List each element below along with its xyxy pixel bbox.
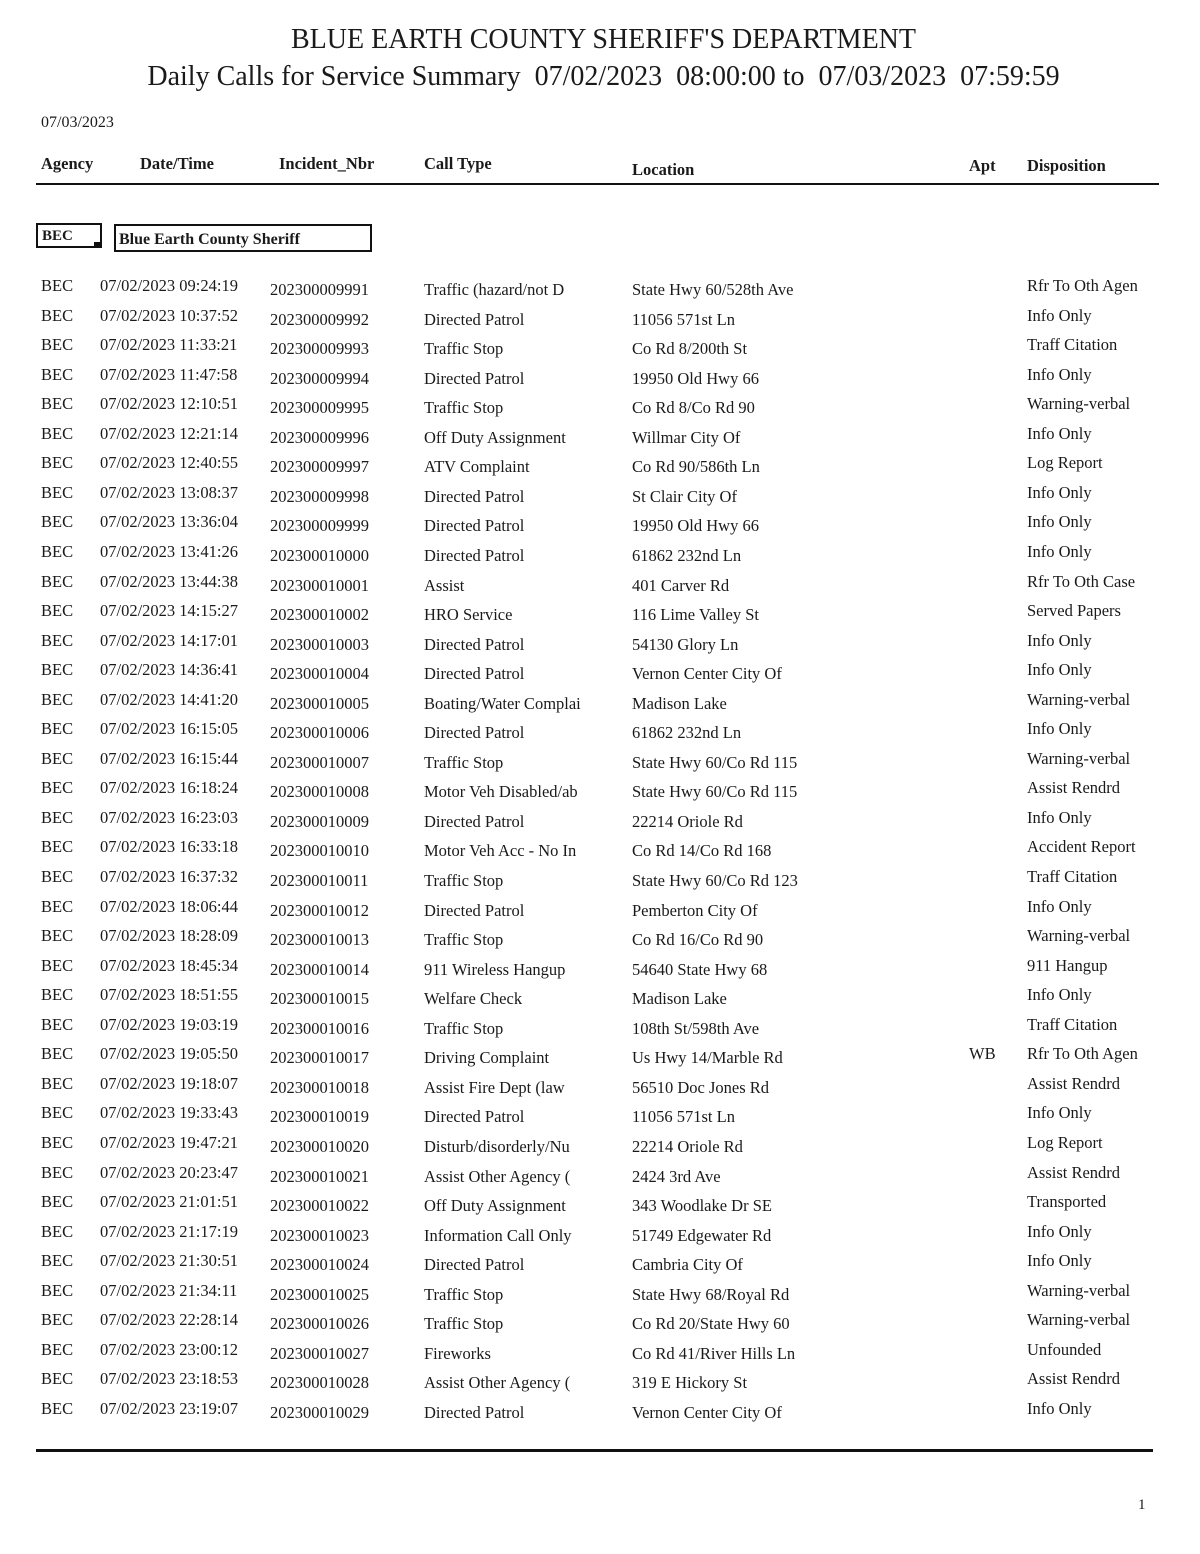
cell-datetime: 07/02/2023 19:47:21 <box>100 1132 238 1152</box>
cell-location: 2424 3rd Ave <box>632 1166 721 1186</box>
agency-code: BEC <box>42 228 73 244</box>
cell-disposition: Info Only <box>1027 541 1092 561</box>
cell-datetime: 07/02/2023 16:18:24 <box>100 778 238 798</box>
cell-datetime: 07/02/2023 14:41:20 <box>100 689 238 709</box>
page-number: 1 <box>1138 1497 1146 1513</box>
cell-incident: 202300009999 <box>270 516 369 536</box>
cell-calltype: Traffic Stop <box>424 1284 504 1304</box>
cell-incident: 202300009996 <box>270 427 369 447</box>
cell-location: Co Rd 20/State Hwy 60 <box>632 1314 790 1334</box>
cell-disposition: Unfounded <box>1027 1339 1102 1359</box>
cell-datetime: 07/02/2023 23:00:12 <box>100 1339 238 1359</box>
cell-calltype: Directed Patrol <box>424 486 525 506</box>
cell-incident: 202300010025 <box>270 1284 369 1304</box>
cell-location: Co Rd 8/Co Rd 90 <box>632 398 755 418</box>
cell-calltype: Traffic Stop <box>424 1018 504 1038</box>
cell-datetime: 07/02/2023 19:33:43 <box>100 1103 238 1123</box>
cell-disposition: Warning-verbal <box>1027 1280 1131 1300</box>
cell-datetime: 07/02/2023 16:23:03 <box>100 807 238 827</box>
cell-agency: BEC <box>41 1044 74 1064</box>
cell-calltype: Driving Complaint <box>424 1048 550 1068</box>
cell-calltype: Motor Veh Acc - No In <box>424 841 577 861</box>
cell-incident: 202300010028 <box>270 1373 369 1393</box>
cell-disposition: 911 Hangup <box>1027 955 1108 975</box>
cell-calltype: Directed Patrol <box>424 545 525 565</box>
cell-location: 11056 571st Ln <box>632 1107 735 1127</box>
cell-incident: 202300010008 <box>270 782 369 802</box>
cell-location: Vernon Center City Of <box>632 1402 782 1422</box>
cell-location: Madison Lake <box>632 989 727 1009</box>
table-row <box>0 897 1200 926</box>
cell-datetime: 07/02/2023 14:15:27 <box>100 601 238 621</box>
cell-datetime: 07/02/2023 09:24:19 <box>100 276 238 295</box>
cell-calltype: Disturb/disorderly/Nu <box>424 1136 570 1156</box>
cell-disposition: Rfr To Oth Case <box>1027 571 1136 591</box>
cell-incident: 202300010011 <box>270 871 369 890</box>
agency-name-box <box>114 224 372 252</box>
col-header-calltype: Call Type <box>424 154 492 173</box>
cell-calltype: Directed Patrol <box>424 1402 525 1422</box>
cell-agency: BEC <box>41 867 74 886</box>
cell-agency: BEC <box>41 1369 74 1389</box>
col-header-datetime: Date/Time <box>140 154 214 173</box>
cell-agency: BEC <box>41 1014 74 1034</box>
cell-location: Vernon Center City Of <box>632 664 782 684</box>
cell-agency: BEC <box>41 778 74 798</box>
cell-calltype: Traffic Stop <box>424 930 504 950</box>
agency-name: Blue Earth County Sheriff <box>119 231 300 248</box>
table-row <box>0 1044 1200 1073</box>
cell-agency: BEC <box>41 1073 74 1093</box>
col-header-agency: Agency <box>41 154 94 173</box>
cell-agency: BEC <box>41 985 74 1005</box>
footer-rule <box>36 1449 1153 1452</box>
table-row <box>0 719 1200 748</box>
cell-agency: BEC <box>41 1162 74 1182</box>
cell-incident: 202300010000 <box>270 545 369 565</box>
cell-agency: BEC <box>41 1398 74 1418</box>
cell-agency: BEC <box>41 748 74 768</box>
cell-calltype: Assist <box>424 575 465 595</box>
cell-incident: 202300009998 <box>270 486 369 506</box>
col-header-disposition: Disposition <box>1027 156 1106 175</box>
cell-incident: 202300010017 <box>270 1048 369 1068</box>
cell-location: Madison Lake <box>632 693 727 713</box>
cell-disposition: Warning-verbal <box>1027 748 1131 768</box>
table-row <box>0 1192 1200 1221</box>
cell-agency: BEC <box>41 482 74 502</box>
cell-incident: 202300009997 <box>270 457 369 477</box>
cell-disposition: Warning-verbal <box>1027 394 1131 414</box>
cell-location: 22214 Oriole Rd <box>632 1136 743 1156</box>
cell-incident: 202300010012 <box>270 900 369 920</box>
cell-incident: 202300010021 <box>270 1166 369 1186</box>
cell-calltype: Welfare Check <box>424 989 523 1009</box>
cell-datetime: 07/02/2023 16:37:32 <box>100 867 238 886</box>
table-row <box>0 1251 1200 1280</box>
cell-agency: BEC <box>41 719 74 739</box>
cell-incident: 202300009993 <box>270 339 369 359</box>
cell-calltype: Motor Veh Disabled/ab <box>424 782 578 802</box>
cell-agency: BEC <box>41 630 74 650</box>
cell-calltype: Directed Patrol <box>424 1255 525 1275</box>
cell-disposition: Warning-verbal <box>1027 926 1131 946</box>
cell-datetime: 07/02/2023 12:10:51 <box>100 394 238 414</box>
cell-incident: 202300010001 <box>270 575 369 595</box>
cell-calltype: Traffic Stop <box>424 871 504 890</box>
table-row <box>0 1310 1200 1339</box>
table-row <box>0 335 1200 364</box>
cell-disposition: Info Only <box>1027 1221 1092 1241</box>
cell-agency: BEC <box>41 837 74 857</box>
cell-location: 54640 State Hwy 68 <box>632 959 768 979</box>
col-header-location: Location <box>632 160 695 179</box>
cell-datetime: 07/02/2023 16:15:05 <box>100 719 238 739</box>
table-row <box>0 867 1200 896</box>
cell-datetime: 07/02/2023 14:36:41 <box>100 660 238 680</box>
table-row <box>0 1074 1200 1103</box>
cell-location: Cambria City Of <box>632 1255 743 1275</box>
cell-location: 343 Woodlake Dr SE <box>632 1196 772 1216</box>
cell-datetime: 07/02/2023 14:17:01 <box>100 630 238 650</box>
agency-code-box <box>36 223 102 248</box>
cell-agency: BEC <box>41 571 74 591</box>
cell-datetime: 07/02/2023 13:08:37 <box>100 482 238 502</box>
cell-disposition: Info Only <box>1027 364 1092 384</box>
cell-disposition: Info Only <box>1027 423 1092 443</box>
table-row <box>0 808 1200 837</box>
report-subtitle: Daily Calls for Service Summary 07/02/2023 08:00:00 to 07/03/2023 07:59:59 <box>147 61 1060 92</box>
report-date: 07/03/2023 <box>41 114 114 131</box>
cell-datetime: 07/02/2023 23:18:53 <box>100 1369 238 1389</box>
cell-calltype: HRO Service <box>424 605 513 625</box>
cell-disposition: Info Only <box>1027 630 1092 650</box>
cell-calltype: Assist Other Agency ( <box>424 1373 571 1393</box>
cell-incident: 202300010009 <box>270 811 369 831</box>
table-row <box>0 1133 1200 1162</box>
cell-agency: BEC <box>41 394 74 414</box>
cell-location: State Hwy 60/Co Rd 115 <box>632 782 798 802</box>
cell-incident: 202300009991 <box>270 280 369 299</box>
cell-agency: BEC <box>41 1192 74 1212</box>
cell-agency: BEC <box>41 896 74 916</box>
cell-datetime: 07/02/2023 19:18:07 <box>100 1073 238 1093</box>
cell-datetime: 07/02/2023 16:33:18 <box>100 837 238 857</box>
report-title: BLUE EARTH COUNTY SHERIFF'S DEPARTMENT <box>291 24 916 55</box>
cell-location: Co Rd 16/Co Rd 90 <box>632 930 764 950</box>
cell-datetime: 07/02/2023 12:21:14 <box>100 423 238 443</box>
cell-datetime: 07/02/2023 20:23:47 <box>100 1162 238 1182</box>
table-row <box>0 542 1200 571</box>
cell-agency: BEC <box>41 541 74 561</box>
cell-calltype: Directed Patrol <box>424 309 525 329</box>
cell-agency: BEC <box>41 1310 74 1330</box>
cell-disposition: Warning-verbal <box>1027 1310 1131 1330</box>
cell-calltype: Directed Patrol <box>424 723 525 743</box>
cell-agency: BEC <box>41 1339 74 1359</box>
cell-incident: 202300010029 <box>270 1402 369 1422</box>
cell-disposition: Assist Rendrd <box>1027 778 1121 798</box>
cell-agency: BEC <box>41 1280 74 1300</box>
cell-datetime: 07/02/2023 21:34:11 <box>100 1280 238 1300</box>
table-row <box>0 778 1200 807</box>
cell-agency: BEC <box>41 1103 74 1123</box>
cell-datetime: 07/02/2023 18:45:34 <box>100 955 238 975</box>
cell-incident: 202300010020 <box>270 1136 369 1156</box>
cell-calltype: Assist Other Agency ( <box>424 1166 571 1186</box>
cell-calltype: Assist Fire Dept (law <box>424 1077 565 1097</box>
cell-location: 401 Carver Rd <box>632 575 730 595</box>
cell-disposition: Rfr To Oth Agen <box>1027 1044 1138 1064</box>
table-row <box>0 483 1200 512</box>
cell-datetime: 07/02/2023 11:47:58 <box>100 364 238 384</box>
cell-incident: 202300010024 <box>270 1255 369 1275</box>
cell-location: Willmar City Of <box>632 427 741 447</box>
cell-calltype: Boating/Water Complai <box>424 693 581 713</box>
cell-datetime: 07/02/2023 16:15:44 <box>100 748 238 768</box>
cell-incident: 202300010026 <box>270 1314 369 1334</box>
cell-disposition: Traff Citation <box>1027 335 1118 355</box>
col-header-incident: Incident_Nbr <box>279 154 375 173</box>
cell-incident: 202300010005 <box>270 693 369 713</box>
cell-datetime: 07/02/2023 11:33:21 <box>100 335 238 355</box>
agency-box-notch <box>94 242 102 248</box>
cell-location: St Clair City Of <box>632 486 737 506</box>
table-row <box>0 1222 1200 1251</box>
cell-location: Co Rd 8/200th St <box>632 339 748 359</box>
table-row <box>0 276 1200 305</box>
cell-datetime: 07/02/2023 18:06:44 <box>100 896 238 916</box>
cell-agency: BEC <box>41 601 74 621</box>
cell-disposition: Transported <box>1027 1192 1107 1212</box>
cell-disposition: Warning-verbal <box>1027 689 1131 709</box>
cell-location: State Hwy 68/Royal Rd <box>632 1284 790 1304</box>
cell-disposition: Log Report <box>1027 453 1103 473</box>
cell-agency: BEC <box>41 423 74 443</box>
cell-incident: 202300009995 <box>270 398 369 418</box>
cell-agency: BEC <box>41 364 74 384</box>
cell-incident: 202300010003 <box>270 634 369 654</box>
table-row <box>0 1163 1200 1192</box>
cell-location: 116 Lime Valley St <box>632 605 759 625</box>
cell-incident: 202300010004 <box>270 664 369 684</box>
table-row <box>0 749 1200 778</box>
cell-location: State Hwy 60/528th Ave <box>632 280 794 299</box>
table-row <box>0 690 1200 719</box>
cell-location: Co Rd 90/586th Ln <box>632 457 760 477</box>
table-row <box>0 394 1200 423</box>
cell-datetime: 07/02/2023 23:19:07 <box>100 1398 238 1418</box>
cell-incident: 202300010027 <box>270 1343 369 1363</box>
cell-datetime: 07/02/2023 10:37:52 <box>100 305 238 325</box>
table-row <box>0 956 1200 985</box>
col-header-apt: Apt <box>969 156 996 175</box>
cell-agency: BEC <box>41 512 74 532</box>
cell-disposition: Accident Report <box>1027 837 1136 857</box>
cell-incident: 202300010006 <box>270 723 369 743</box>
cell-incident: 202300010018 <box>270 1077 369 1097</box>
cell-calltype: Traffic Stop <box>424 398 504 418</box>
table-row <box>0 453 1200 482</box>
cell-calltype: Directed Patrol <box>424 900 525 920</box>
cell-agency: BEC <box>41 305 74 325</box>
cell-calltype: Directed Patrol <box>424 1107 525 1127</box>
table-row <box>0 601 1200 630</box>
cell-disposition: Info Only <box>1027 482 1092 502</box>
cell-disposition: Info Only <box>1027 719 1092 739</box>
table-row <box>0 572 1200 601</box>
cell-disposition: Traff Citation <box>1027 867 1118 886</box>
cell-incident: 202300010015 <box>270 989 369 1009</box>
cell-agency: BEC <box>41 807 74 827</box>
table-row <box>0 512 1200 541</box>
cell-agency: BEC <box>41 926 74 946</box>
cell-location: 51749 Edgewater Rd <box>632 1225 772 1245</box>
cell-disposition: Info Only <box>1027 305 1092 325</box>
table-row <box>0 1340 1200 1369</box>
cell-calltype: Directed Patrol <box>424 368 525 388</box>
cell-disposition: Info Only <box>1027 660 1092 680</box>
cell-incident: 202300009994 <box>270 368 369 388</box>
cell-datetime: 07/02/2023 18:28:09 <box>100 926 238 946</box>
table-row <box>0 1281 1200 1310</box>
cell-incident: 202300010016 <box>270 1018 369 1038</box>
cell-calltype: Directed Patrol <box>424 664 525 684</box>
cell-disposition: Rfr To Oth Agen <box>1027 276 1138 295</box>
cell-calltype: Directed Patrol <box>424 634 525 654</box>
cell-calltype: Directed Patrol <box>424 516 525 536</box>
cell-agency: BEC <box>41 335 74 355</box>
cell-incident: 202300010013 <box>270 930 369 950</box>
cell-datetime: 07/02/2023 13:41:26 <box>100 541 238 561</box>
cell-location: 19950 Old Hwy 66 <box>632 368 759 388</box>
table-row <box>0 424 1200 453</box>
cell-disposition: Assist Rendrd <box>1027 1073 1121 1093</box>
cell-agency: BEC <box>41 689 74 709</box>
cell-calltype: Traffic Stop <box>424 752 504 772</box>
cell-disposition: Served Papers <box>1027 601 1121 621</box>
cell-calltype: ATV Complaint <box>424 457 530 477</box>
cell-disposition: Traff Citation <box>1027 1014 1118 1034</box>
cell-disposition: Info Only <box>1027 512 1092 532</box>
header-rule <box>36 183 1159 185</box>
cell-calltype: Off Duty Assignment <box>424 427 566 447</box>
cell-incident: 202300010007 <box>270 752 369 772</box>
cell-datetime: 07/02/2023 12:40:55 <box>100 453 238 473</box>
cell-disposition: Info Only <box>1027 1251 1092 1271</box>
cell-location: 56510 Doc Jones Rd <box>632 1077 770 1097</box>
cell-agency: BEC <box>41 955 74 975</box>
cell-datetime: 07/02/2023 13:36:04 <box>100 512 238 532</box>
cell-disposition: Info Only <box>1027 807 1092 827</box>
cell-location: Co Rd 41/River Hills Ln <box>632 1343 796 1363</box>
cell-disposition: Info Only <box>1027 1398 1092 1418</box>
cell-location: State Hwy 60/Co Rd 115 <box>632 752 798 772</box>
cell-datetime: 07/02/2023 22:28:14 <box>100 1310 238 1330</box>
cell-datetime: 07/02/2023 21:17:19 <box>100 1221 238 1241</box>
cell-location: 319 E Hickory St <box>632 1373 748 1393</box>
cell-agency: BEC <box>41 1221 74 1241</box>
table-row <box>0 306 1200 335</box>
cell-agency: BEC <box>41 660 74 680</box>
cell-incident: 202300010023 <box>270 1225 369 1245</box>
cell-location: 19950 Old Hwy 66 <box>632 516 759 536</box>
cell-incident: 202300010019 <box>270 1107 369 1127</box>
table-row <box>0 660 1200 689</box>
table-row <box>0 365 1200 394</box>
table-row <box>0 1015 1200 1044</box>
cell-disposition: Log Report <box>1027 1132 1103 1152</box>
table-row <box>0 1103 1200 1132</box>
cell-location: Us Hwy 14/Marble Rd <box>632 1048 783 1068</box>
cell-datetime: 07/02/2023 21:30:51 <box>100 1251 238 1271</box>
cell-datetime: 07/02/2023 19:05:50 <box>100 1044 238 1064</box>
cell-calltype: Traffic Stop <box>424 1314 504 1334</box>
cell-disposition: Info Only <box>1027 1103 1092 1123</box>
cell-incident: 202300010002 <box>270 605 369 625</box>
cell-location: 54130 Glory Ln <box>632 634 739 654</box>
cell-agency: BEC <box>41 1132 74 1152</box>
cell-calltype: 911 Wireless Hangup <box>424 959 566 979</box>
table-row <box>0 985 1200 1014</box>
cell-calltype: Traffic (hazard/not D <box>424 280 565 299</box>
cell-location: Pemberton City Of <box>632 900 758 920</box>
cell-location: State Hwy 60/Co Rd 123 <box>632 871 798 890</box>
cell-disposition: Info Only <box>1027 896 1092 916</box>
cell-calltype: Traffic Stop <box>424 339 504 359</box>
table-row <box>0 1369 1200 1398</box>
cell-datetime: 07/02/2023 21:01:51 <box>100 1192 238 1212</box>
cell-calltype: Fireworks <box>424 1343 491 1363</box>
cell-disposition: Assist Rendrd <box>1027 1162 1121 1182</box>
cell-agency: BEC <box>41 1251 74 1271</box>
cell-location: Co Rd 14/Co Rd 168 <box>632 841 772 861</box>
table-row <box>0 837 1200 866</box>
cell-datetime: 07/02/2023 13:44:38 <box>100 571 238 591</box>
cell-location: 61862 232nd Ln <box>632 545 742 565</box>
cell-agency: BEC <box>41 453 74 473</box>
table-row <box>0 631 1200 660</box>
cell-incident: 202300010014 <box>270 959 369 979</box>
cell-disposition: Info Only <box>1027 985 1092 1005</box>
cell-location: 61862 232nd Ln <box>632 723 742 743</box>
cell-calltype: Directed Patrol <box>424 811 525 831</box>
cell-datetime: 07/02/2023 18:51:55 <box>100 985 238 1005</box>
cell-disposition: Assist Rendrd <box>1027 1369 1121 1389</box>
cell-location: 108th St/598th Ave <box>632 1018 760 1038</box>
cell-location: 22214 Oriole Rd <box>632 811 743 831</box>
cell-incident: 202300010022 <box>270 1196 369 1216</box>
table-row <box>0 926 1200 955</box>
cell-datetime: 07/02/2023 19:03:19 <box>100 1014 238 1034</box>
cell-agency: BEC <box>41 276 74 295</box>
cell-incident: 202300009992 <box>270 309 369 329</box>
cell-calltype: Off Duty Assignment <box>424 1196 566 1216</box>
table-row <box>0 1399 1200 1428</box>
cell-apt: WB <box>969 1044 996 1064</box>
cell-calltype: Information Call Only <box>424 1225 572 1245</box>
cell-location: 11056 571st Ln <box>632 309 735 329</box>
cell-incident: 202300010010 <box>270 841 369 861</box>
